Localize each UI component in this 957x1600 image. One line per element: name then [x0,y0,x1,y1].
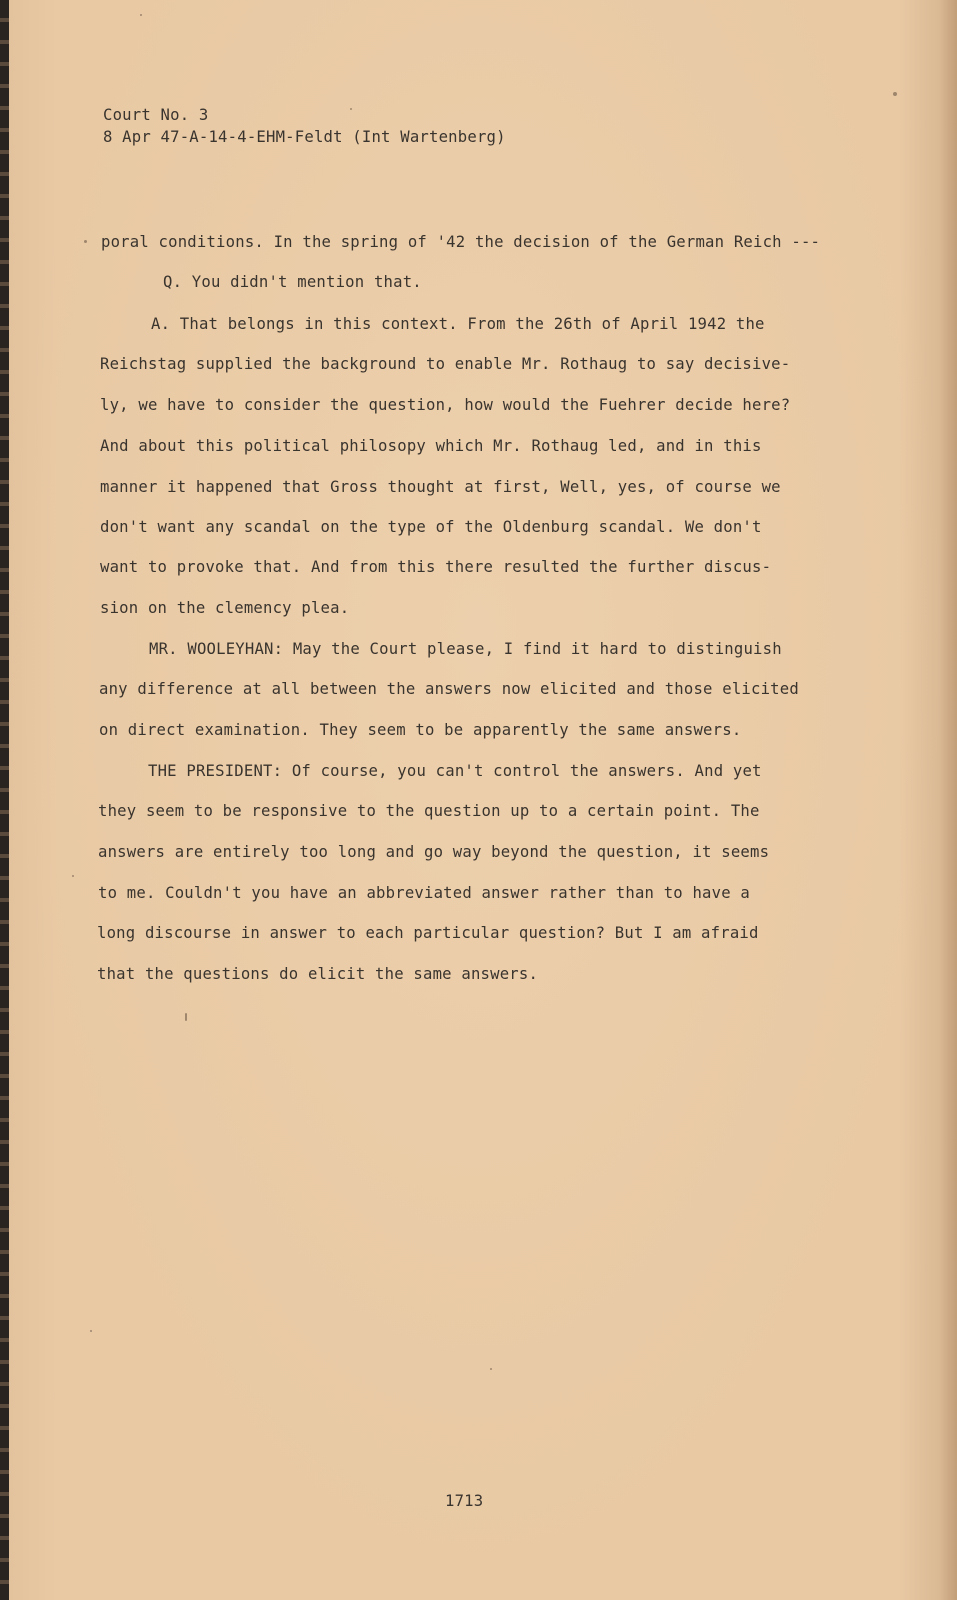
transcript-line: don't want any scandal on the type of the Oldenburg scandal. We don't [100,518,762,536]
transcript-line: on direct examination. They seem to be apparently the same answers. [99,721,742,739]
transcript-line: answers are entirely too long and go way beyond the question, it seems [98,843,770,861]
transcript-line: want to provoke that. And from this there resulted the further discus- [100,558,772,576]
transcript-line: A. That belongs in this context. From the 26th of April 1942 the [151,315,765,333]
transcript-line: THE PRESIDENT: Of course, you can't control the answers. And yet [148,762,762,780]
transcript-line: Q. You didn't mention that. [163,273,422,291]
transcript-line: long discourse in answer to each particular question? But I am afraid [97,924,759,942]
binding-edge [0,0,9,1600]
transcript-line: to me. Couldn't you have an abbreviated answer rather than to have a [98,884,750,902]
paper-speck [84,240,87,243]
page-edge-shadow [939,0,957,1600]
paper-speck [90,1330,92,1332]
transcript-line: that the questions do elicit the same answers. [97,965,539,983]
case-identifier: 8 Apr 47-A-14-4-EHM-Feldt (Int Wartenberg) [103,128,506,146]
transcript-line: And about this political philosopy which Mr. Rothaug led, and in this [100,437,762,455]
transcript-line: Reichstag supplied the background to enable Mr. Rothaug to say decisive- [100,355,791,373]
page-number: 1713 [445,1492,484,1510]
paper-speck [185,1013,187,1021]
transcript-line: MR. WOOLEYHAN: May the Court please, I find it hard to distinguish [149,640,782,658]
paper-speck [350,108,352,110]
court-number: Court No. 3 [103,106,209,124]
transcript-line: manner it happened that Gross thought at first, Well, yes, of course we [100,478,781,496]
transcript-line: sion on the clemency plea. [100,599,350,617]
transcript-line: poral conditions. In the spring of '42 the decision of the German Reich --- [101,233,821,251]
paper-speck [893,92,897,96]
transcript-line: any difference at all between the answers now elicited and those elicited [99,680,799,698]
paper-speck [72,875,74,877]
transcript-line: ly, we have to consider the question, how would the Fuehrer decide here? [100,396,791,414]
paper-speck [490,1368,492,1370]
transcript-line: they seem to be responsive to the question up to a certain point. The [98,802,760,820]
paper-speck [140,14,142,16]
